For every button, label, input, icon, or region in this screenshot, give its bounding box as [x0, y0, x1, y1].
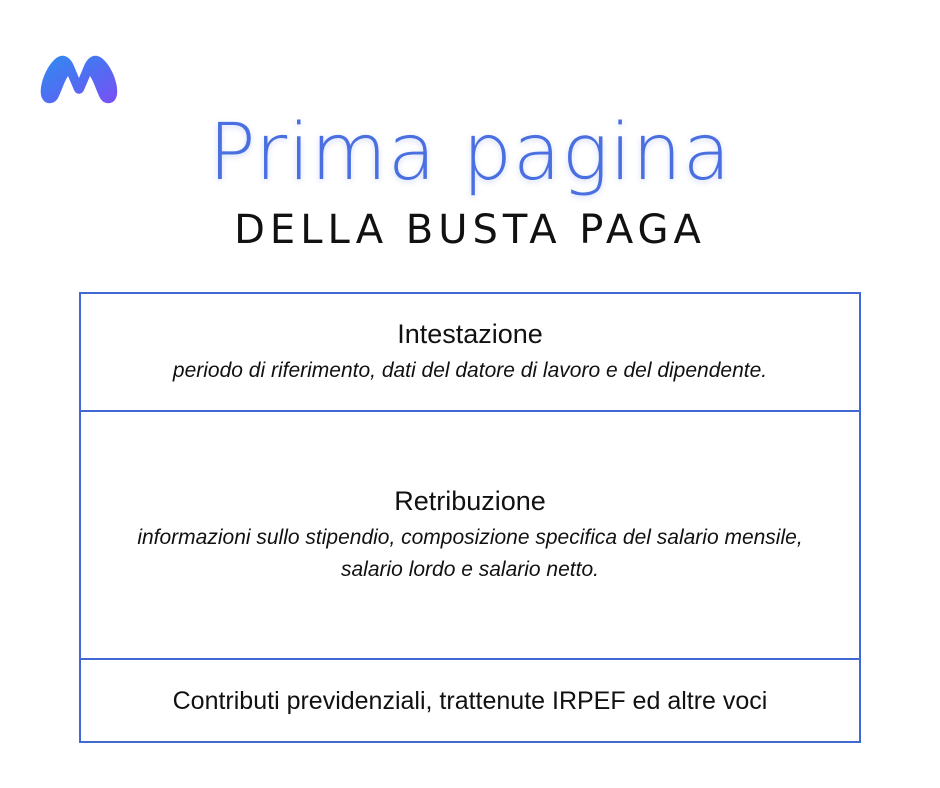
section-heading: Retribuzione — [394, 486, 546, 516]
structure-table — [79, 292, 861, 743]
page-title: Prima pagina — [208, 108, 732, 198]
section-contributi — [81, 660, 859, 741]
brand-m-logo-icon — [36, 50, 122, 108]
section-intestazione — [81, 294, 859, 412]
section-description: informazioni sullo stipendio, composizione specifica del salario mensile, salario lordo e salario netto. — [137, 526, 803, 581]
page-subtitle: DELLA BUSTA PAGA — [234, 207, 706, 253]
section-heading: Intestazione — [397, 319, 543, 349]
section-heading: Contributi previdenziali, trattenute IRPEF ed altre voci — [172, 686, 768, 715]
section-description: periodo di riferimento, dati del datore di lavoro e del dipendente. — [172, 359, 768, 382]
section-retribuzione — [81, 412, 859, 660]
